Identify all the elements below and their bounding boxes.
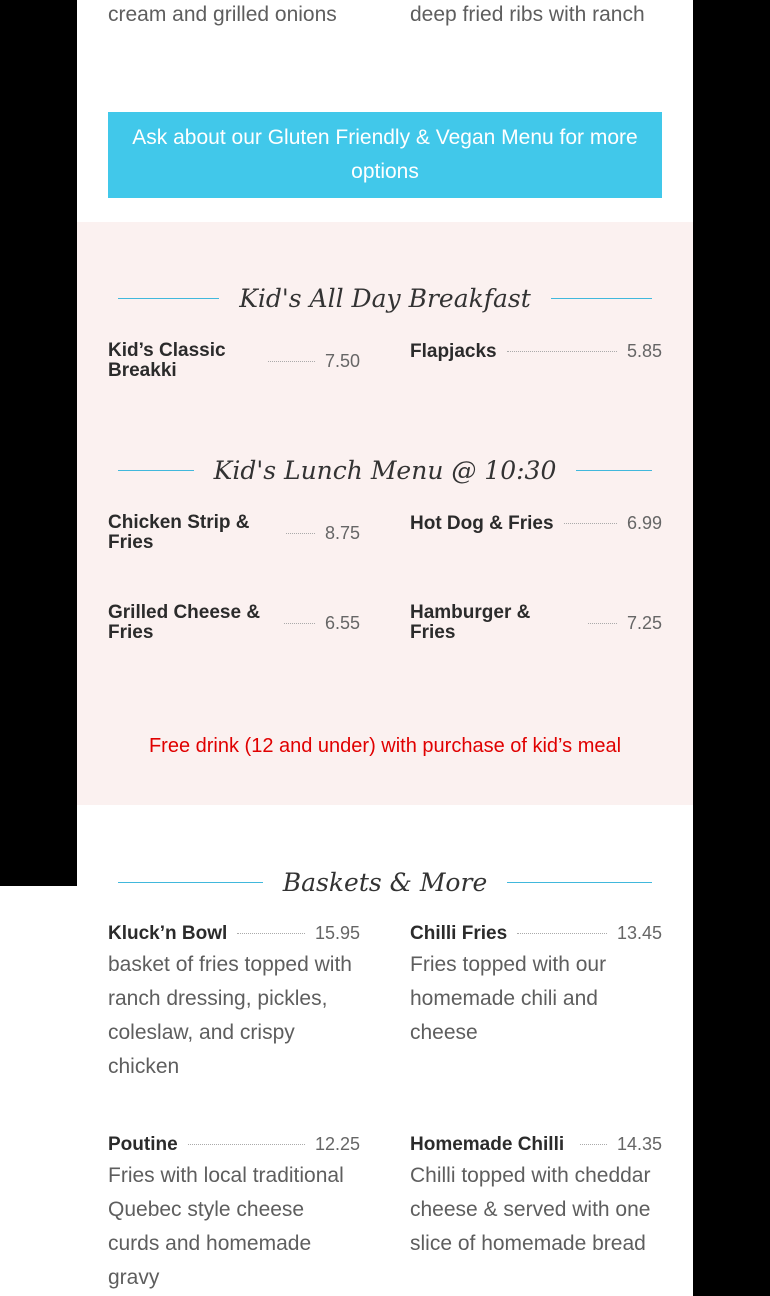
item-price: 6.99 [626, 513, 662, 533]
menu-item [108, 603, 360, 643]
gluten-vegan-banner [108, 112, 662, 198]
item-name: Homemade Chilli [410, 1133, 565, 1155]
item-price: 8.75 [324, 522, 360, 543]
dotted-leader [286, 533, 315, 534]
item-description: Fries with local traditional Quebec style cheese curds and homemade gravy [108, 1164, 344, 1289]
menu-item [108, 341, 360, 381]
banner-text: Ask about our Gluten Friendly & Vegan Menu for more options [132, 126, 638, 183]
dotted-leader [564, 523, 617, 524]
divider-line [551, 298, 652, 299]
dotted-leader [188, 1144, 305, 1145]
item-price: 15.95 [314, 923, 360, 943]
item-description: basket of fries topped with ranch dressing, pickles, coleslaw, and crispy chicken [108, 953, 352, 1078]
dotted-leader [284, 623, 315, 624]
section-title: Kid's Lunch Menu @ 10:30 [213, 455, 557, 485]
section-title: Kid's All Day Breakfast [239, 283, 531, 313]
item-name: Kluck’n Bowl [108, 922, 228, 944]
item-description: Chilli topped with cheddar cheese & served with one slice of homemade bread [410, 1164, 651, 1255]
item-name: Grilled Cheese & Fries [108, 602, 261, 643]
dotted-leader [237, 933, 305, 934]
menu-item [410, 513, 662, 534]
dotted-leader [507, 351, 617, 352]
item-name: Hot Dog & Fries [410, 512, 554, 534]
menu-item [108, 1134, 360, 1295]
divider-line [118, 470, 194, 471]
item-name: Chicken Strip & Fries [108, 512, 250, 553]
item-description: deep fried ribs with ranch [410, 3, 645, 26]
item-name: Chilli Fries [410, 922, 508, 944]
menu-item [410, 341, 662, 362]
divider-line [576, 470, 652, 471]
menu-page [77, 0, 693, 1296]
dotted-leader [580, 1144, 607, 1145]
free-drink-note: Free drink (12 and under) with purchase of kid’s meal [148, 735, 622, 757]
divider-line [507, 882, 652, 883]
item-name: Flapjacks [410, 340, 497, 362]
menu-item [108, 513, 360, 553]
divider-line [118, 882, 263, 883]
item-name: Kid’s Classic Breakki [108, 340, 226, 381]
section-header-breakfast [118, 278, 652, 318]
item-price: 5.85 [626, 341, 662, 361]
item-price: 12.25 [314, 1134, 360, 1154]
section-title: Baskets & More [282, 867, 488, 897]
background-black-edge [692, 886, 770, 1296]
dotted-leader [588, 623, 617, 624]
section-header-lunch [118, 450, 652, 490]
item-price: 13.45 [616, 923, 662, 943]
menu-item [410, 603, 662, 643]
item-description: cream and grilled onions [108, 3, 337, 26]
menu-item [108, 923, 360, 1084]
section-header-baskets [118, 862, 652, 902]
item-price: 6.55 [324, 612, 360, 633]
menu-item [410, 923, 662, 1050]
item-name: Poutine [108, 1133, 178, 1155]
kids-menu-section [77, 222, 693, 805]
item-price: 7.25 [626, 612, 662, 633]
divider-line [118, 298, 219, 299]
item-price: 14.35 [616, 1134, 662, 1154]
dotted-leader [517, 933, 607, 934]
item-price: 7.50 [324, 350, 360, 371]
item-description: Fries topped with our homemade chili and cheese [410, 953, 607, 1044]
dotted-leader [268, 361, 315, 362]
menu-item [410, 1134, 662, 1261]
item-name: Hamburger & Fries [410, 602, 531, 643]
